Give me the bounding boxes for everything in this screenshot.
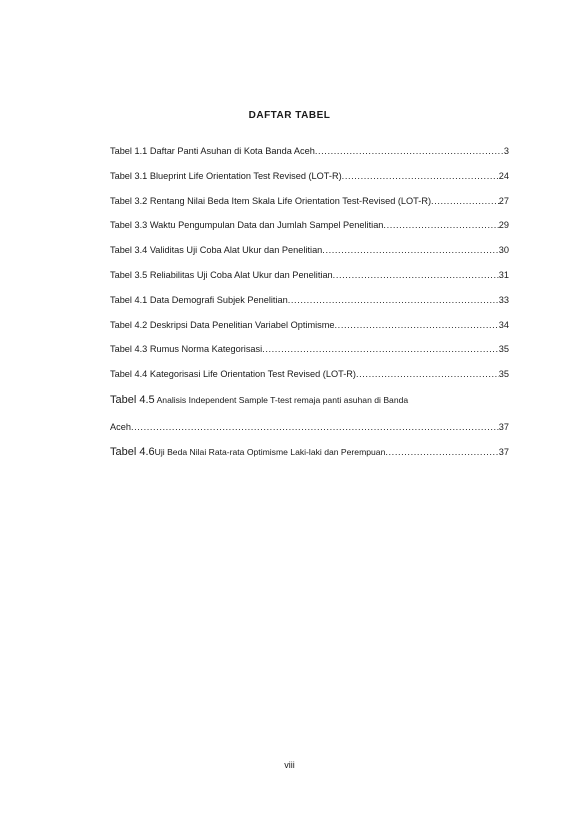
toc-entry-page: 31 [498,269,509,280]
dot-leader [431,195,499,207]
toc-entry-label: Tabel 4.4 Kategorisasi Life Orientation Test Revised (LOT-R) [110,369,356,380]
toc-entry-4-1[interactable] [110,294,509,306]
toc-entry-4-5[interactable] [110,393,509,445]
toc-entry-4-4[interactable] [110,368,509,380]
toc-entry-3-1[interactable] [110,170,509,182]
toc-entry-label: Tabel 3.2 Rentang Nilai Beda Item Skala Life Orientation Test-Revised (LOT-R) [110,195,432,206]
toc-entry-label: Tabel 4.3 Rumus Norma Kategorisasi [110,344,263,355]
toc-entry-number: Tabel 4.5 [110,393,155,406]
toc-entry-page: 37 [498,421,509,432]
toc-entry-page: 35 [498,369,509,380]
toc-entry-4-3[interactable] [110,343,509,355]
toc-entry-3-5[interactable] [110,269,509,281]
toc-entry-1-1[interactable] [110,145,509,157]
dot-leader [383,219,498,231]
dot-leader [322,244,498,256]
toc-entry-label: Tabel 3.3 Waktu Pengumpulan Data dan Jumlah Sampel Penelitian [110,220,384,231]
page-title: DAFTAR TABEL [248,110,331,121]
toc-entry-number: Tabel 4.6 [110,445,155,458]
toc-entry-label: Tabel 4.1 Data Demografi Subjek Penelitian [110,294,288,305]
toc-entry-label: Tabel 4.2 Deskripsi Data Penelitian Variabel Optimisme [110,319,335,330]
toc-entry-3-4[interactable] [110,244,509,256]
toc-entry-4-2[interactable] [110,319,509,331]
dot-leader [342,170,499,182]
toc-entry-label: Tabel 1.1 Daftar Panti Asuhan di Kota Banda Aceh [110,146,315,156]
toc-entry-page: 29 [498,220,509,231]
toc-entry-line [110,421,509,433]
toc-entry-label: Tabel 3.1 Blueprint Life Orientation Test Revised (LOT-R) [110,170,342,181]
dot-leader [315,145,504,157]
dot-leader [131,421,499,433]
toc-entry-page: 3 [503,146,509,156]
toc-entry-4-6[interactable] [110,445,509,459]
toc-entry-page: 37 [498,446,509,457]
toc-entry-page: 34 [498,319,509,330]
toc-entry-3-3[interactable] [110,219,509,231]
toc-entry-page: 30 [498,245,509,256]
dot-leader [356,368,499,380]
toc-entry-page: 35 [498,344,509,355]
toc-entry-label-continued: Aceh [110,421,131,432]
toc-entry-label: Uji Beda Nilai Rata-rata Optimisme Laki-laki dan Perempuan [154,446,386,457]
toc-entry-label: Analisis Independent Sample T-test remaja panti asuhan di Banda [154,394,409,405]
toc-entry-page: 27 [498,195,509,206]
toc-entry-label: Tabel 3.4 Validitas Uji Coba Alat Ukur dan Penelitian [110,245,323,256]
toc-entry-3-2[interactable] [110,195,509,207]
toc-entry-page: 24 [498,170,509,181]
dot-leader [262,343,499,355]
page-number: viii [284,760,295,770]
dot-leader [288,294,499,306]
toc-entry-page: 33 [498,294,509,305]
toc-entry-label: Tabel 3.5 Reliabilitas Uji Coba Alat Ukur dan Penelitian [110,269,333,280]
dot-leader [333,269,499,281]
dot-leader [385,445,498,459]
dot-leader [335,319,499,331]
toc-entry-line [110,393,509,407]
table-of-contents [110,145,509,459]
